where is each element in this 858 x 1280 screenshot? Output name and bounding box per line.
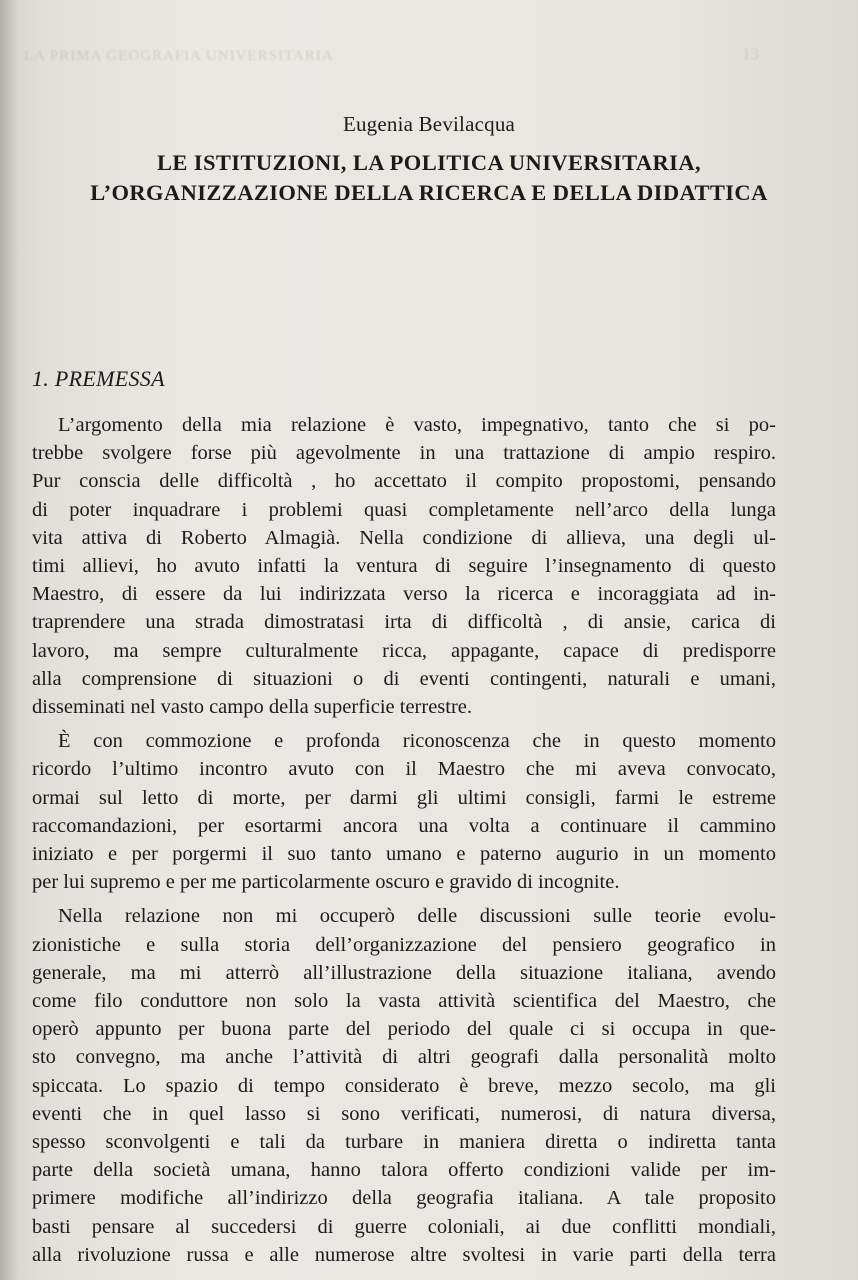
text-line: operò appunto per buona parte del periodo del quale ci si occupa in que- [32,1018,776,1041]
text-line: trebbe svolgere forse più agevolmente in una trattazione di ampio respiro. [32,442,776,465]
text-line: Nella relazione non mi occuperò delle discussioni sulle teorie evolu- [58,905,776,928]
text-line: generale, ma mi atterrò all’illustrazione della situazione italiana, avendo [32,961,776,984]
section-heading: 1. PREMESSA [32,366,165,391]
text-line: Maestro, di essere da lui indirizzata verso la ricerca e incoraggiata ad in- [32,583,776,606]
text-line: L’argomento della mia relazione è vasto, impegnativo, tanto che si po- [58,414,776,436]
text-line: primere modifiche all’indirizzo della geografia italiana. A tale proposito [32,1187,776,1210]
text-line: Pur conscia delle difficoltà , ho accettato il compito propostomi, pensando [32,470,776,493]
text-line: spesso sconvolgenti e tali da turbare in maniera diretta o indiretta tanta [32,1131,776,1154]
text-line: spiccata. Lo spazio di tempo considerato è breve, mezzo secolo, ma gli [32,1074,776,1097]
text-line: timi allievi, ho avuto infatti la ventura di seguire l’insegnamento di questo [32,555,776,578]
text-line: alla rivoluzione russa e alle numerose altre svoltesi in varie parti della terra [32,1243,776,1266]
text-line: iniziato e per porgermi il suo tanto umano e paterno augurio in un momento [32,843,776,866]
article-title [0,148,858,208]
text-line: parte della società umana, hanno talora offerto condizioni valide per im- [32,1159,776,1182]
text-line: vita attiva di Roberto Almagià. Nella condizione di allieva, una degli ul- [32,526,776,549]
bleed-through-page-number: 13 [742,44,759,63]
text-line: zionistiche e sulla storia dell’organizzazione del pensiero geografico in [32,933,776,956]
text-line: ricordo l’ultimo incontro avuto con il Maestro che mi aveva convocato, [32,758,776,781]
text-line: ormai sul letto di morte, per darmi gli ultimi consigli, farmi le estreme [32,786,776,809]
text-line: per lui supremo e per me particolarmente oscuro e gravido di incognite. [32,871,620,894]
text-line: di poter inquadrare i problemi quasi completamente nell’arco della lunga [32,498,776,521]
paragraph [32,411,776,721]
paragraph [32,902,776,1269]
bleed-through-header: LA PRIMA GEOGRAFIA UNIVERSITARIA [24,48,334,64]
text-line: alla comprensione di situazioni o di eventi contingenti, naturali e umani, [32,667,776,690]
text-line: lavoro, ma sempre culturalmente ricca, appagante, capace di predisporre [32,639,776,662]
title-line: LE ISTITUZIONI, LA POLITICA UNIVERSITARIA, [156,150,702,175]
text-line: traprendere una strada dimostratasi irta di difficoltà , di ansie, carica di [32,611,776,634]
author-name: Eugenia Bevilacqua [342,112,516,136]
text-line: eventi che in quel lasso si sono verificati, numerosi, di natura diversa, [32,1102,776,1125]
paragraph [32,727,776,896]
text-line: È con commozione e profonda riconoscenza che in questo momento [58,730,776,753]
text-line: come filo conduttore non solo la vasta attività scientifica del Maestro, che [32,990,776,1013]
text-line: basti pensare al succedersi di guerre coloniali, ai due conflitti mondiali, [32,1215,776,1238]
text-line: sto convegno, ma anche l’attività di altri geografi dalla personalità molto [32,1046,776,1069]
text-line: disseminati nel vasto campo della superficie terrestre. [32,696,473,719]
title-line: L’ORGANIZZAZIONE DELLA RICERCA E DELLA DIDATTICA [90,180,768,205]
text-line: raccomandazioni, per esortarmi ancora una volta a continuare il cammino [32,814,776,837]
article-body [32,411,776,1269]
